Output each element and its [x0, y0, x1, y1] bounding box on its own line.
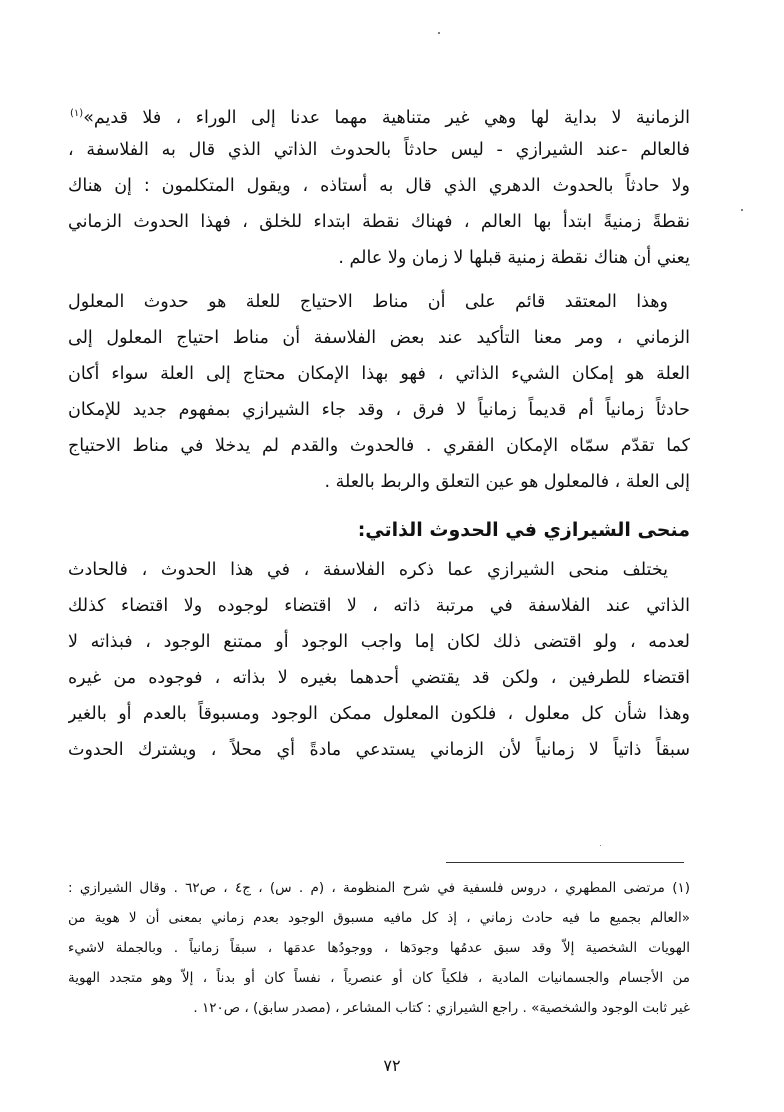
paragraph-2: [68, 284, 690, 500]
main-text-block: [68, 96, 690, 768]
scan-speck: [438, 32, 440, 34]
footnotes-block: [68, 873, 690, 1023]
text-line: [68, 96, 690, 132]
paragraph-1: [68, 96, 690, 276]
text-line: إلى العلة ، فالمعلول هو عين التعلق والربط بالعلة .: [324, 472, 690, 492]
text-line: الزماني ، ومر معنا التأكيد عند بعض الفلاسفة أن مناط احتياج المعلول إلى: [68, 328, 690, 348]
section-heading: منحى الشيرازي في الحدوث الذاتي:: [357, 519, 690, 541]
line-text: الزمانية لا بداية لها وهي غير متناهية مهما عدنا إلى الوراء ، فلا قديم»: [83, 107, 690, 128]
text-line: كما تقدّم سمّاه الإمكان الفقري . فالحدوث والقدم لم يدخلا في مناط الاحتياج: [68, 436, 690, 456]
text-line: اقتضاء للطرفين ، ولكن قد يقتضي أحدهما بغيره لا بذاته ، فوجوده من غيره: [68, 668, 690, 688]
footnote-line: «العالم بجميع ما فيه حادث زماني ، إذ كل مافيه مسبوق الوجود بعدم زماني بمعنى أن لا هوية من: [68, 910, 690, 926]
footnote-line: غير ثابت الوجود والشخصية» . راجع الشيرازي : كتاب المشاعر ، (مصدر سابق) ، ص١٢٠ .: [193, 1000, 690, 1016]
text-line: وهذا المعتقد قائم على أن مناط الاحتياج للعلة هو حدوث المعلول: [68, 292, 668, 312]
text-line: سبقاً ذاتياً لا زمانياً لأن الزماني يستدعي مادةً أي محلاً ، ويشترك الحدوث: [68, 740, 690, 760]
text-line: الذاتي عند الفلاسفة في مرتبة ذاته ، لا اقتضاء لوجوده ولا اقتضاء كذلك: [68, 596, 690, 616]
scan-speck: [600, 845, 601, 846]
text-line: يختلف منحى الشيرازي عما ذكره الفلاسفة ، في هذا الحدوث ، فالحادث: [68, 560, 668, 580]
text-line: العلة هو إمكان الشيء الذاتي ، فهو بهذا الإمكان محتاج إلى العلة سواء أكان: [68, 364, 690, 384]
text-line: فالعالم -عند الشيرازي - ليس حادثاً بالحدوث الذاتي الذي قال به الفلاسفة ،: [68, 140, 690, 160]
footnote-line: الهويات الشخصية إلاّ وقد سبق عدمُها وجودَها ، ووجودُها عدمَها ، سبقاً زمانياً . وبالجملة لاشيء: [68, 940, 690, 956]
footnote-line: (١) مرتضى المطهري ، دروس فلسفية في شرح المنظومة ، (م . س) ، ج٤ ، ص٦٢ . وقال الشيرازي :: [68, 880, 690, 896]
text-line: ولا حادثاً بالحدوث الدهري الذي قال به أستاذه ، ويقول المتكلمون : إن هناك: [68, 176, 690, 196]
text-line: وهذا شأن كل معلول ، فلكون المعلول ممكن الوجود ومسبوقاً بالعدم أو بالغير: [68, 704, 690, 724]
page-number: ٧٢: [383, 1056, 401, 1075]
footnote-line: من الأجسام والجسمانيات المادية ، فلكياً كان أو عنصرياً ، نفساً كان أو بدناً ، إلاّ وهو متجدد الهوية: [68, 970, 690, 986]
footnote-reference[interactable]: (١): [70, 108, 84, 119]
paragraph-3: [68, 552, 690, 768]
text-line: يعني أن هناك نقطة زمنية قبلها لا زمان ولا عالم .: [338, 248, 690, 268]
text-line: حادثاً زمانياً أم قديماً زمانياً لا فرق ، وقد جاء الشيرازي بمفهوم جديد للإمكان: [68, 400, 690, 420]
text-line: نقطةً زمنيةً ابتدأ بها العالم ، فهناك نقطة ابتداء للخلق ، فهذا الحدوث الزماني: [68, 212, 690, 232]
text-line: لعدمه ، ولو اقتضى ذلك لكان إما واجب الوجود أو ممتنع الوجود ، فبذاته لا: [68, 632, 690, 652]
paragraph-gap: [68, 276, 690, 284]
footnote-separator: [446, 862, 684, 863]
scan-speck: [741, 209, 743, 211]
